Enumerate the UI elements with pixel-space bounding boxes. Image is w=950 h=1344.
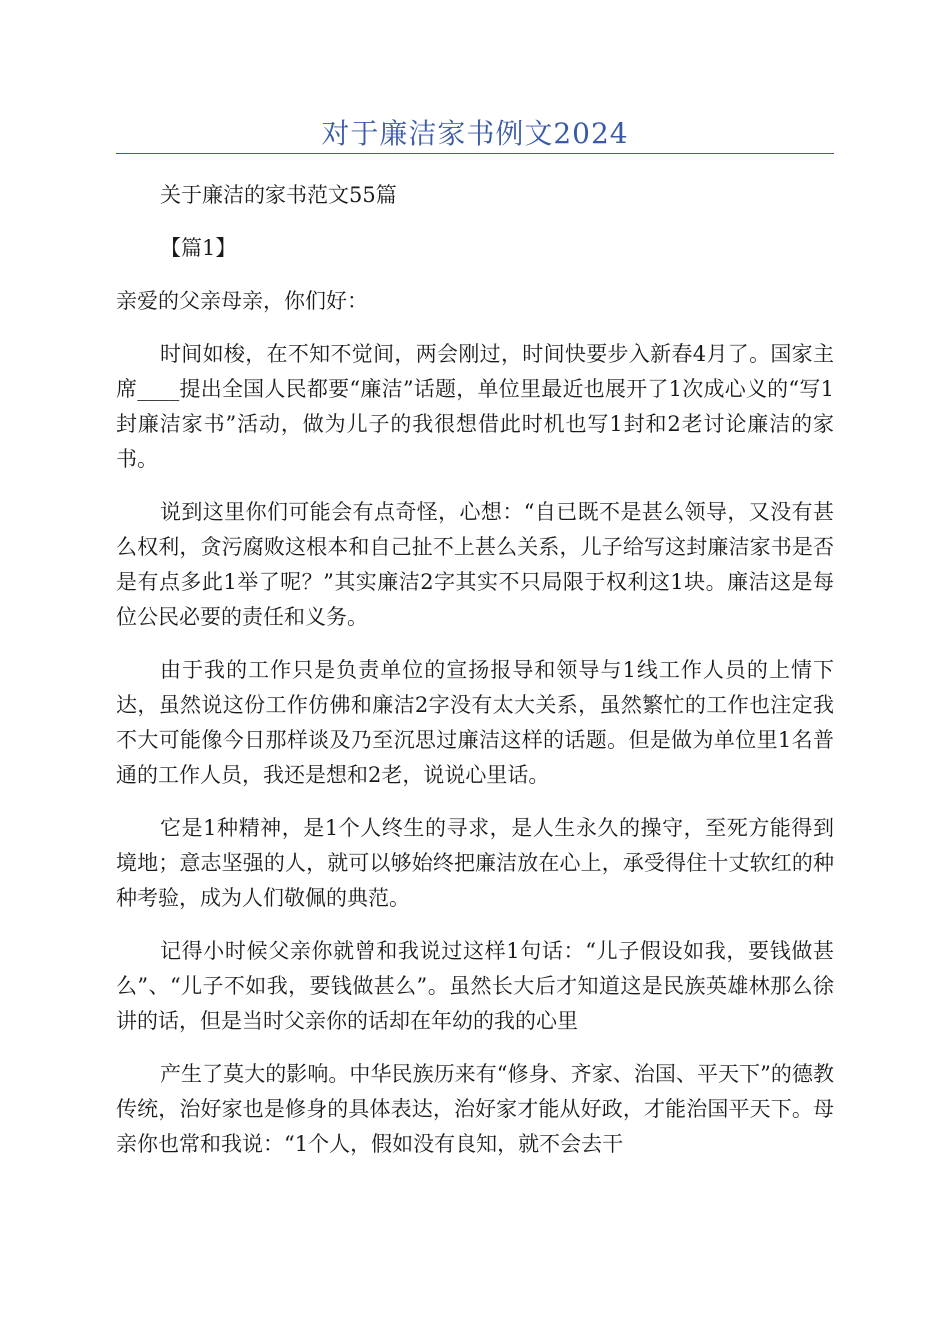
document-title: 对于廉洁家书例文2024 [321,117,629,150]
section-heading: 【篇1】 [160,236,237,260]
document-body [116,178,834,1180]
paragraph: 由于我的工作只是负责单位的宣扬报导和领导与1线工作人员的上情下达，虽然说这份工作仿佛和廉洁2字没有太大关系，虽然繁忙的工作也注定我不大可能像今日那样谈及乃至沉思过廉洁这样的话题。但是做为单位里1名普通的工作人员，我还是想和2老，说说心里话。 [116,658,834,787]
paragraph: 产生了莫大的影响。中华民族历来有“修身、齐家、治国、平天下”的德教传统，治好家也是修身的具体表达，治好家才能从好政，才能治国平天下。母亲你也常和我说：“1个人，假如没有良知，就不会去干 [116,1062,834,1156]
paragraph: 说到这里你们可能会有点奇怪，心想：“自已既不是甚么领导，又没有甚么权利，贪污腐败这根本和自己扯不上甚么关系，儿子给写这封廉洁家书是否是有点多此1举了呢？”其实廉洁2字其实不只局限于权利这1块。廉洁这是每位公民必要的责任和义务。 [116,500,834,629]
paragraph: 记得小时候父亲你就曾和我说过这样1句话：“儿子假设如我，要钱做甚么”、“儿子不如我，要钱做甚么”。虽然长大后才知道这是民族英雄林那么徐讲的话，但是当时父亲你的话却在年幼的我的心里 [116,939,834,1033]
paragraph: 时间如梭，在不知不觉间，两会刚过，时间快要步入新春4月了。国家主席____提出全国人民都要“廉洁”话题，单位里最近也展开了1次成心义的“写1封廉洁家书”活动，做为儿子的我很想借此时机也写1封和2老讨论廉洁的家书。 [116,342,834,471]
title-divider [116,153,834,154]
paragraph: 它是1种精神，是1个人终生的寻求，是人生永久的操守，至死方能得到境地；意志坚强的人，就可以够始终把廉洁放在心上，承受得住十丈软红的种种考验，成为人们敬佩的典范。 [116,816,834,910]
subtitle: 关于廉洁的家书范文55篇 [160,183,397,207]
greeting: 亲爱的父亲母亲，你们好： [116,289,368,313]
